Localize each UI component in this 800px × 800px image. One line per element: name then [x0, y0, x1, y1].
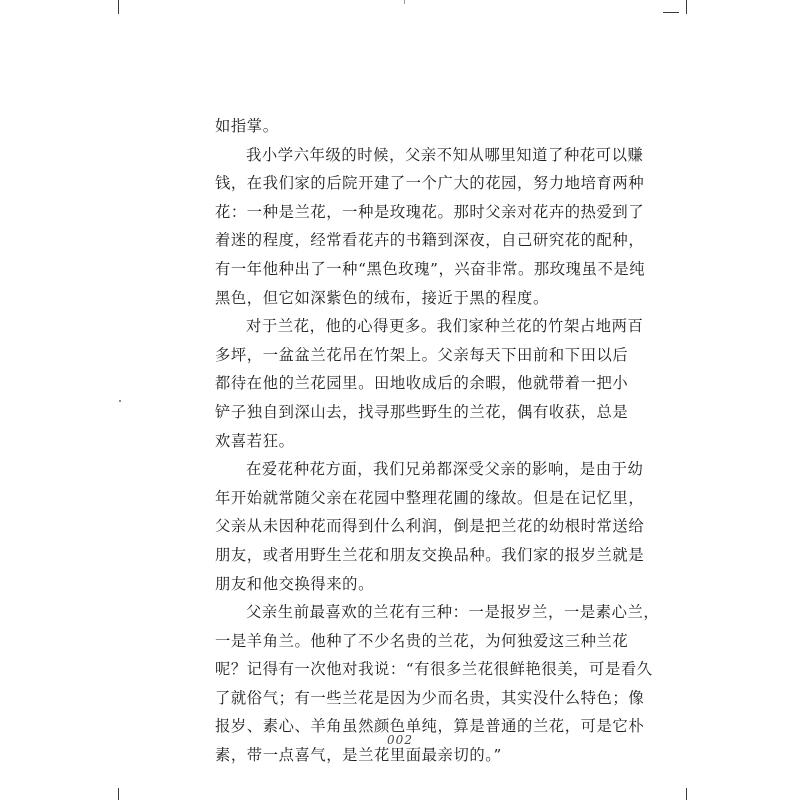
text-line: 年开始就常随父亲在花园中整理花圃的缘故。但是在记忆里，: [215, 488, 645, 507]
text-line: 了就俗气；有一些兰花是因为少而名贵，其实没什么特色；像: [215, 688, 645, 707]
crop-mark-bottom-right: [686, 788, 687, 800]
text-line: 多坪，一盆盆兰花吊在竹架上。父亲每天下田前和下田以后: [215, 345, 629, 364]
crop-mark-top-right-horizontal: [663, 12, 679, 13]
text-line: 朋友，或者用野生兰花和朋友交换品种。我们家的报岁兰就是: [215, 545, 645, 564]
text-line: 如指掌。: [215, 117, 279, 135]
text-line: 欢喜若狂。: [215, 431, 295, 450]
text-line: 一是羊角兰。他种了不少名贵的兰花，为何独爱这三种兰花: [215, 631, 629, 650]
text-line: 有一年他种出了一种“黑色玫瑰”，兴奋非常。那玫瑰虽不是纯: [215, 259, 646, 278]
text-line: 父亲从未因种花而得到什么利润，倒是把兰花的幼根时常送给: [215, 517, 645, 536]
text-line: 朋友和他交换得来的。: [215, 574, 374, 593]
margin-dot: [119, 400, 121, 402]
page-number: 002: [387, 733, 413, 747]
text-line: 父亲生前最喜欢的兰花有三种：一是报岁兰，一是素心兰，: [246, 603, 660, 622]
text-line: 都待在他的兰花园里。田地收成后的余暇，他就带着一把小: [215, 374, 629, 393]
center-registration-tick: [404, 0, 405, 4]
body-text: [215, 112, 660, 770]
crop-mark-top-right-vertical: [686, 0, 687, 14]
text-line: 呢？记得有一次他对我说：“有很多兰花很鲜艳很美，可是看久: [215, 660, 653, 679]
crop-mark-top-left: [118, 0, 119, 14]
text-line: 在爱花种花方面，我们兄弟都深受父亲的影响，是由于幼: [246, 460, 644, 479]
crop-mark-bottom-left: [118, 788, 119, 800]
text-line: 钱，在我们家的后院开建了一个广大的花园，努力地培育两种: [215, 174, 645, 193]
text-line: 对于兰花，他的心得更多。我们家种兰花的竹架占地两百: [246, 317, 644, 336]
text-line: 铲子独自到深山去，找寻那些野生的兰花，偶有收获，总是: [215, 402, 629, 421]
text-line: 我小学六年级的时候，父亲不知从哪里知道了种花可以赚: [246, 145, 644, 164]
text-line: 黑色，但它如深紫色的绒布，接近于黑的程度。: [215, 288, 549, 307]
text-line: 花：一种是兰花，一种是玫瑰花。那时父亲对花卉的热爱到了: [215, 202, 645, 221]
text-lines: [215, 112, 660, 770]
text-line: 报岁、素心、羊角虽然颜色单纯，算是普通的兰花，可是它朴: [215, 717, 645, 736]
text-line: 素，带一点喜气，是兰花里面最亲切的。”: [215, 746, 502, 765]
text-line: 着迷的程度，经常看花卉的书籍到深夜，自己研究花的配种，: [215, 231, 645, 250]
